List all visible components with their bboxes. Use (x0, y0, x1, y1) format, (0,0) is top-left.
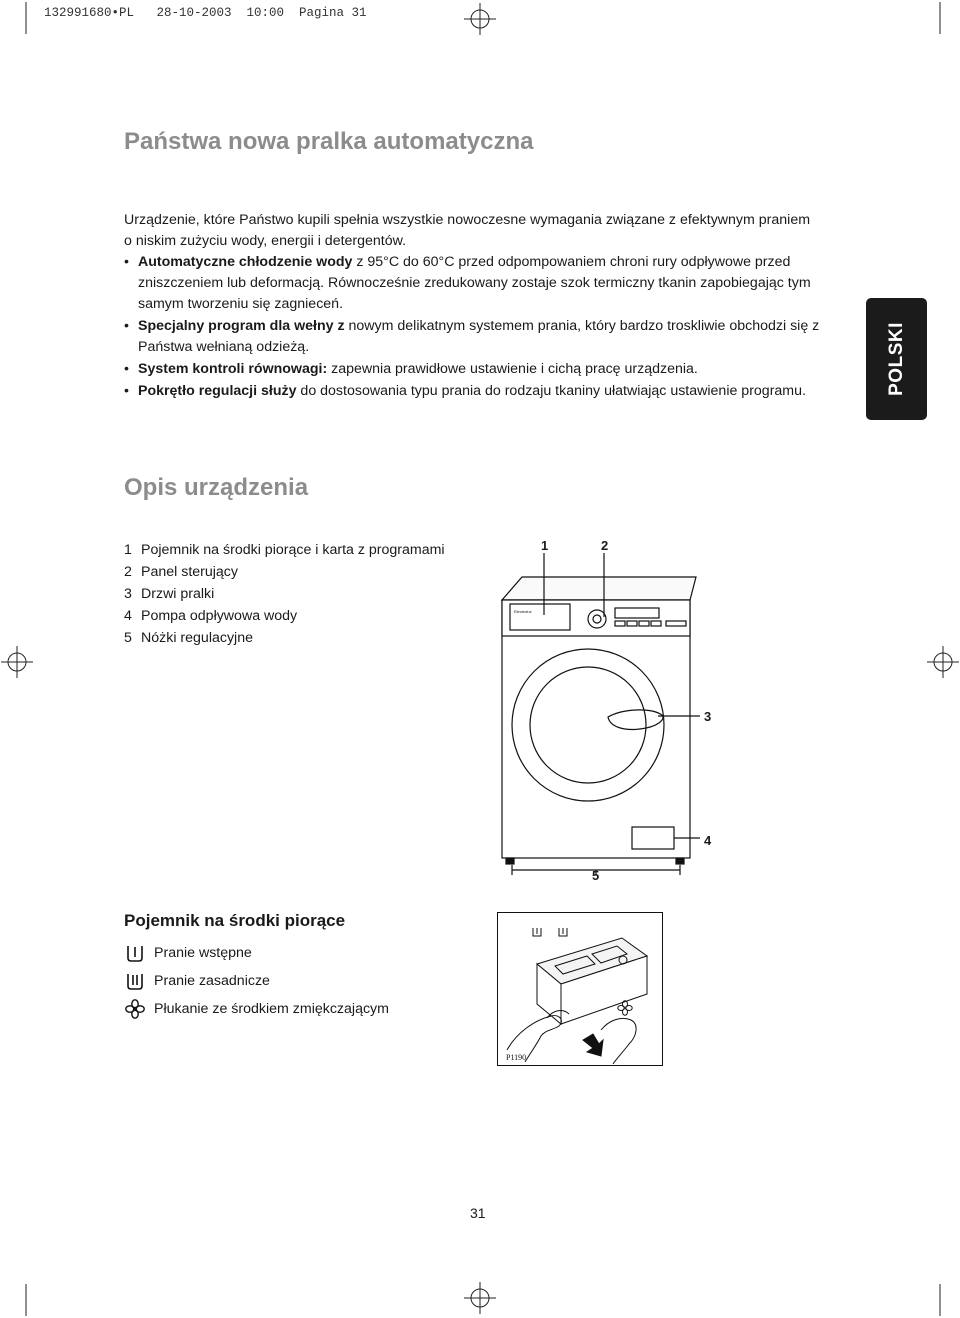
feature-bold: Automatyczne chłodzenie wody (138, 254, 353, 270)
part-label: Pompa odpływowa wody (141, 608, 298, 624)
parts-list (124, 539, 445, 649)
feature-bold: System kontroli równowagi: (138, 361, 328, 377)
part-number: 4 (124, 608, 132, 624)
legend-label: Płukanie ze środkiem zmiękczającym (154, 1001, 389, 1017)
feature-text: zapewnia prawidłowe ustawienie i cichą pracę urządzenia. (327, 361, 698, 377)
legend-row-softener (124, 995, 389, 1023)
feature-item (124, 316, 824, 358)
mainwash-icon (124, 970, 146, 992)
feature-item (124, 252, 824, 315)
feature-list (124, 252, 824, 403)
callout-1: 1 (541, 538, 549, 553)
prewash-icon (124, 942, 146, 964)
section-title-description: Opis urządzenia (124, 474, 309, 501)
feature-text: z 95°C do 60°C przed odpompowaniem chroni rury odpływowe przed zniszczeniem lub deformacją. Równocześnie zredukowany zostaje szok termiczny tkanin zapobiegając tym samym tworzeniu się zagnieceń. (138, 254, 811, 312)
parts-list-item (124, 583, 445, 605)
legend-row-prewash (124, 939, 389, 967)
part-label: Panel sterujący (141, 564, 238, 580)
part-number: 3 (124, 586, 132, 602)
callout-4: 4 (704, 833, 712, 848)
softener-flower-icon (124, 998, 146, 1020)
feature-item (124, 359, 824, 380)
part-label: Pojemnik na środki piorące i karta z programami (141, 542, 445, 558)
intro-line-2: o niskim zużyciu wody, energii i detergentów. (124, 233, 407, 249)
part-number: 1 (124, 542, 132, 558)
callout-3: 3 (704, 709, 712, 724)
feature-item (124, 381, 824, 402)
callout-5: 5 (592, 868, 600, 883)
legend-label: Pranie wstępne (154, 945, 252, 961)
callout-2: 2 (601, 538, 609, 553)
washing-machine-illustration (490, 535, 730, 885)
intro-line-1: Urządzenie, które Państwo kupili spełnia wszystkie nowoczesne wymagania związane z efektywnym praniem (124, 212, 811, 228)
parts-list-item (124, 627, 445, 649)
intro-paragraph (124, 210, 824, 252)
page-title: Państwa nowa pralka automatyczna (124, 128, 534, 155)
parts-list-item (124, 539, 445, 561)
svg-text:Electrolux: Electrolux (514, 609, 532, 614)
dispenser-title: Pojemnik na środki piorące (124, 911, 346, 930)
feature-text: do dostosowania typu prania do rodzaju tkaniny ułatwiając ustawienie programu. (296, 383, 806, 399)
figure-code: P1190 (506, 1053, 527, 1062)
parts-list-item (124, 605, 445, 627)
language-tab-label: POLSKI (885, 322, 907, 396)
print-header: 132991680•PL 28-10-2003 10:00 Pagina 31 (44, 6, 367, 20)
dispenser-drawer-illustration (497, 912, 663, 1066)
feature-bold: Specjalny program dla wełny z (138, 318, 345, 334)
legend-row-mainwash (124, 967, 389, 995)
legend-label: Pranie zasadnicze (154, 973, 270, 989)
feature-bold: Pokrętło regulacji służy (138, 383, 297, 399)
part-label: Nóżki regulacyjne (141, 630, 253, 646)
feature-text: nowym delikatnym systemem prania, który bardzo troskliwie obchodzi się z Państwa wełnianą odzieżą. (138, 318, 820, 355)
part-label: Drzwi pralki (141, 586, 215, 602)
part-number: 5 (124, 630, 132, 646)
parts-list-item (124, 561, 445, 583)
dispenser-legend (124, 939, 389, 1023)
language-tab (866, 298, 927, 420)
part-number: 2 (124, 564, 132, 580)
page-number: 31 (470, 1205, 486, 1221)
